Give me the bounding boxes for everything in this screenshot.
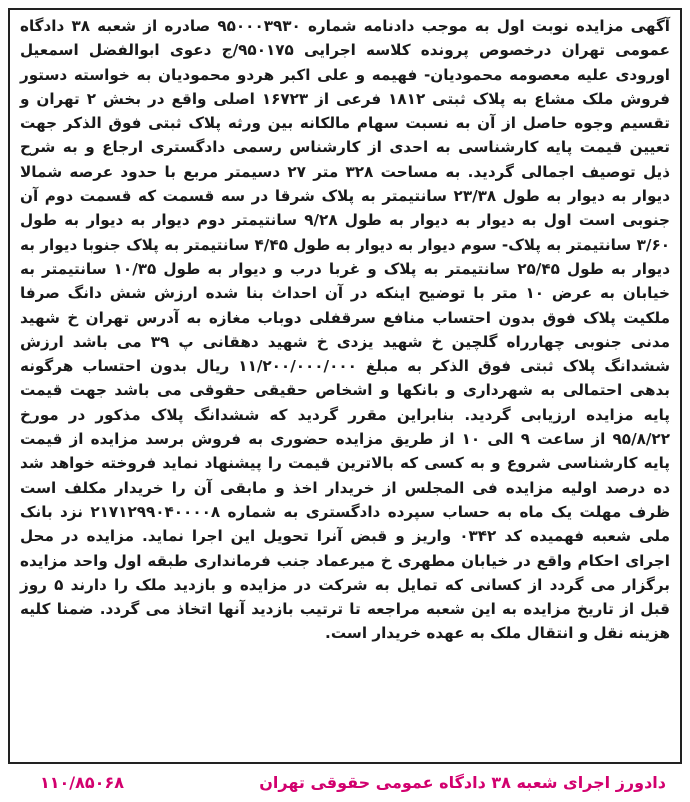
issuer-signature: دادورز اجرای شعبه ۳۸ دادگاه عمومی حقوقی تهران <box>259 772 666 792</box>
notice-footer <box>10 768 680 796</box>
notice-body-text: آگهی مزایده نوبت اول به موجب دادنامه شماره ۹۵۰۰۰۳۹۳۰ صادره از شعبه ۳۸ دادگاه عمومی تهران درخصوص پرونده کلاسه اجرایی ۹۵۰۱۷۵/ج دعوی ابوالفضل اسمعیل اورودی علیه معصومه محمودیان- فهیمه و علی اکبر هردو محمودیان به خواسته دستور فروش ملک مشاع به پلاک ثبتی ۱۸۱۲ فرعی از ۱۶۷۲۳ اصلی واقع در بخش ۲ تهران و تقسیم وجوه حاصل از آن به نسبت سهام مالکانه بین ورثه پلاک ثبتی فوق الذکر جهت تعیین قیمت پایه کارشناسی به احدی از کارشناس رسمی دادگستری ارجاع و به شرح ذیل توصیف اجمالی گردید. به مساحت ۳۲۸ متر ۲۷ دسیمتر مربع با حدود عرصه شمالا دیوار به دیوار به طول ۲۳/۳۸ سانتیمتر به پلاک شرقا در سه قسمت که قسمت دوم آن جنوبی است اول به دیوار به دیوار به طول ۹/۲۸ سانتیمتر دوم دیوار به دیوار به طول ۳/۶۰ سانتیمتر به پلاک- سوم دیوار به دیوار به طول ۴/۴۵ سانتیمتر به پلاک جنوبا دیوار به دیوار به طول ۲۵/۴۵ سانتیمتر به پلاک و غربا درب و دیوار به طول ۱۰/۳۵ سانتیمتر به خیابان به عرض ۱۰ متر با توضیح اینکه در آن احداث بنا شده ارزش شش دانگ صرفا ملکیت پلاک فوق بدون احتساب منافع سرقفلی دوباب مغازه به آدرس تهران خ شهید مدنی جنوبی چهارراه گلچین خ شهید یزدی خ شهید دهقانی پ ۳۹ می باشد ارزش ششدانگ پلاک ثبتی فوق الذکر به مبلغ ۱۱/۲۰۰/۰۰۰/۰۰۰ ریال بدون احتساب هرگونه بدهی احتمالی به شهرداری و بانکها و اشخاص حقیقی حقوقی می باشد جهت قیمت پایه مزایده ارزیابی گردید. بنابراین مقرر گردید که ششدانگ پلاک مذکور در مورخ ۹۵/۸/۲۲ از ساعت ۹ الی ۱۰ از طریق مزایده حضوری به فروش برسد مزایده از قیمت پایه کارشناسی شروع و به کسی که بالاترین قیمت را پیشنهاد نماید فروخته خواهد شد ده درصد اولیه مزایده فی المجلس از خریدار اخذ و مابقی آن را خریدار مکلف است ظرف مهلت یک ماه به حساب سپرده دادگستری به شماره ۲۱۷۱۲۹۹۰۴۰۰۰۰۸ نزد بانک ملی شعبه فهمیده کد ۰۳۴۲ واریز و قبض آنرا تحویل این اجرا نماید. مزایده در محل اجرای احکام واقع در خیابان مطهری خ میرعماد جنب فرمانداری طبقه اول واحد مزایده برگزار می گردد از کسانی که تمایل به شرکت در مزایده و بازدید ملک را دارند ۵ روز قبل از تاریخ مزایده به این شعبه مراجعه تا ترتیب بازدید آنها اتخاذ می گردد. ضمنا کلیه هزینه نقل و انتقال ملک به عهده خریدار است. <box>20 17 671 643</box>
reference-number: ۱۱۰/۸۵۰۶۸ <box>40 772 124 792</box>
